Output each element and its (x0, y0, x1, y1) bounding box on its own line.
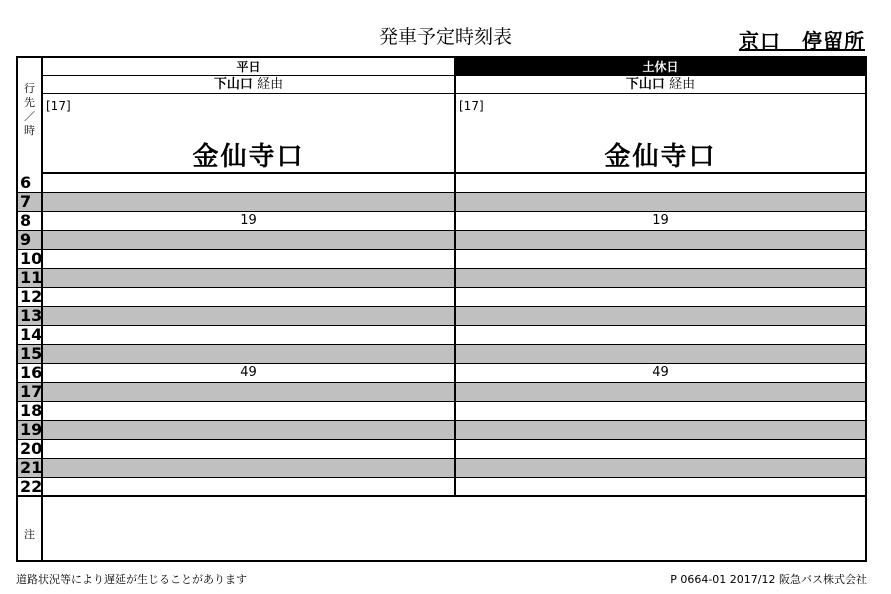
footer-publisher: P 0664-01 2017/12 阪急バス株式会社 (670, 573, 867, 586)
weekend-rows (456, 174, 865, 497)
weekday-hour-row (43, 421, 454, 440)
route-via-stop: 下山口 (213, 77, 253, 92)
hour-label: 7 (18, 193, 41, 212)
label-char: 時 (24, 124, 35, 137)
hour-label: 16 (20, 363, 43, 382)
label-char: 行 (24, 82, 35, 95)
weekend-hour-row (456, 250, 865, 269)
label-char: ／ (24, 110, 35, 123)
hour-label: 20 (20, 439, 43, 458)
footer-note: 道路状況等により遅延が生じることがあります (16, 573, 247, 586)
weekend-hour-row (456, 231, 865, 250)
weekday-hour-row (43, 193, 454, 212)
weekday-hour-row (43, 174, 454, 193)
weekday-hour-row (43, 440, 454, 459)
weekday-hour-row (43, 459, 454, 478)
weekend-hour-row (456, 345, 865, 364)
weekend-hour-row (456, 421, 865, 440)
weekday-hour-row (43, 307, 454, 326)
timetable-title: 発車予定時刻表 (378, 26, 512, 48)
hour-label: 17 (20, 382, 43, 401)
weekend-hour-row (456, 269, 865, 288)
weekday-column (43, 58, 456, 497)
destination-hour-label (18, 82, 41, 138)
route-code: [17] (46, 99, 71, 113)
weekend-hour-row (456, 307, 865, 326)
hour-label: 18 (20, 401, 43, 420)
hour-label: 6 (18, 174, 41, 193)
weekend-hour-row: 49 (456, 364, 865, 383)
route-via-text: 経由 (252, 77, 284, 92)
weekday-hour-row: 19 (43, 212, 454, 231)
weekday-hour-row: 49 (43, 364, 454, 383)
weekday-hour-row (43, 288, 454, 307)
weekday-hour-row (43, 231, 454, 250)
notes-label: 注 (24, 528, 35, 541)
hour-label: 11 (20, 268, 43, 287)
hour-label: 21 (20, 458, 43, 477)
weekend-hour-row: 19 (456, 212, 865, 231)
weekend-destination (456, 94, 865, 174)
weekend-header: 土休日 (456, 58, 865, 76)
hour-label: 8 (18, 212, 41, 231)
weekday-hour-row (43, 345, 454, 364)
weekday-hour-row (43, 402, 454, 421)
weekday-rows (43, 174, 454, 497)
route-via-stop: 下山口 (625, 77, 665, 92)
destination-name: 金仙寺口 (192, 142, 305, 172)
weekend-hour-row (456, 478, 865, 497)
weekend-route (456, 76, 865, 94)
weekday-hour-row (43, 383, 454, 402)
hour-label: 9 (18, 231, 41, 250)
weekend-hour-row (456, 459, 865, 478)
weekday-header: 平日 (43, 58, 454, 76)
weekend-hour-row (456, 326, 865, 345)
label-char: 先 (24, 96, 35, 109)
hour-label: 13 (20, 306, 43, 325)
destination-name: 金仙寺口 (604, 142, 717, 172)
hour-label: 15 (20, 344, 43, 363)
weekend-hour-row (456, 174, 865, 193)
hour-list (18, 174, 41, 497)
weekend-hour-row (456, 440, 865, 459)
weekday-hour-row (43, 326, 454, 345)
weekday-route (43, 76, 454, 94)
hour-label: 14 (20, 325, 43, 344)
hour-column (18, 58, 43, 560)
hour-label: 12 (20, 287, 43, 306)
hour-label: 22 (20, 477, 43, 496)
weekend-hour-row (456, 193, 865, 212)
weekend-hour-row (456, 402, 865, 421)
route-via-text: 経由 (664, 77, 696, 92)
timetable-frame (16, 56, 867, 562)
weekend-column (456, 58, 865, 497)
weekday-hour-row (43, 250, 454, 269)
hour-label: 19 (20, 420, 43, 439)
stop-name: 京口 停留所 (739, 29, 865, 53)
weekend-hour-row (456, 288, 865, 307)
hour-label: 10 (20, 249, 43, 268)
weekday-hour-row (43, 269, 454, 288)
route-code: [17] (459, 99, 484, 113)
weekday-destination (43, 94, 454, 174)
weekday-hour-row (43, 478, 454, 497)
weekend-hour-row (456, 383, 865, 402)
